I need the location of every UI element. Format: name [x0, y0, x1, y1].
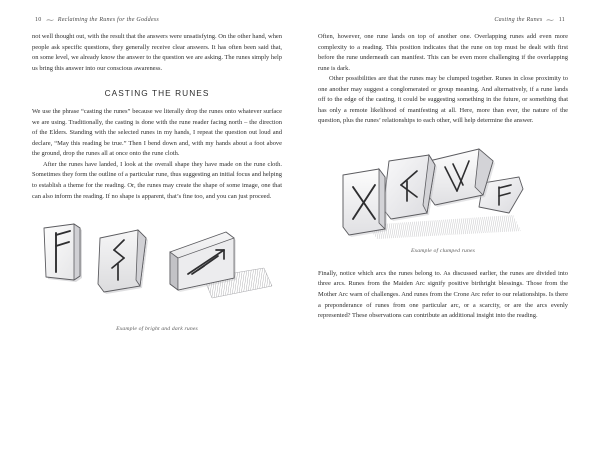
- rune-tile-front-left: [343, 169, 387, 237]
- running-head-right: [318, 14, 568, 26]
- right-column-text-bottom: [318, 269, 568, 322]
- page-right: [300, 0, 600, 450]
- rune-tile-1: [44, 224, 82, 282]
- rune-tile-2: [98, 230, 148, 294]
- figure-clumped-runes: [318, 141, 568, 254]
- rune-tile-middle: [383, 155, 437, 221]
- running-head-left: [32, 14, 282, 26]
- paragraph: Other possibilities are that the runes may be clumped together. Runes in close proximity to one another may suggest a conglomerated or group meaning. And alternatively, if a rune lands off to the edge of the casting, it could be suggesting something in the future, or something that has only a remote likelihood of manifesting at all. Here, more than ever, the nature of the question, plus the runes’ relationships to each other, will help determine the answer.: [318, 75, 568, 125]
- ornament-icon-left: ⁓: [45, 17, 54, 24]
- running-head-title-left: Reclaiming the Runes for the Goddess: [57, 17, 159, 23]
- section-heading-casting-the-runes: CASTING THE RUNES: [104, 88, 210, 99]
- figure-bright-and-dark-runes: [32, 216, 282, 332]
- bright-and-dark-runes-illustration: [32, 216, 282, 321]
- paragraph: not well thought out, with the result that the answers were unsatisfying. On the other hand, when people ask specific questions, they generally receive clear answers. It has often been said that, on some level, we already know the answer to the question we are asking. The runes simply help us bring this answer into our conscious awareness.: [32, 33, 282, 72]
- figure-caption: Example of bright and dark runes: [116, 326, 198, 333]
- running-head-title-right: Casting the Runes: [494, 17, 543, 23]
- clumped-runes-illustration: [323, 141, 563, 243]
- folio-number-right: 11: [558, 17, 565, 23]
- paragraph: Often, however, one rune lands on top of another one. Overlapping runes add even more complexity to a reading. This position indicates that the rune on top must be dealt with first before the rune underneath can manifest. This can be even more challenging if the overlapping rune is dark.: [318, 33, 568, 72]
- right-column-text-top: [318, 32, 568, 127]
- rune-tile-3-dark: [170, 232, 272, 298]
- figure-caption: Example of clumped runes: [410, 247, 476, 254]
- folio-number-left: 10: [35, 17, 42, 23]
- left-column-text: [32, 32, 282, 202]
- paragraph: Finally, notice which arcs the runes belong to. As discussed earlier, the runes are divided into three arcs. Runes from the Maiden Arc signify positive birthright blessings. Those from the Mother Arc warn of challenges. And runes from the Crone Arc refer to our relationships. Is there a preponderance of runes from one particular arc, or a scarcity, or are the arcs evenly represented? These observations can contribute an additional insight into the reading.: [318, 269, 568, 320]
- paragraph: We use the phrase “casting the runes” because we literally drop the runes onto whatever surface we are using. Traditionally, the casting is done with the rune reader facing north – the direction of the Elders. Standing with the selected runes in my hands, I repeat the question out loud and declare, “May this reading be true.” Then I bend down and, with my hands about a foot above the ground, drop the runes all at once onto the rune cloth.: [32, 108, 282, 158]
- paragraph: After the runes have landed, I look at the overall shape they have made on the rune cloth. Sometimes they form the outline of a particular rune, thus suggesting an initial focus and helping to establish a theme for the reading. Or, the runes may create the shape of some image, one that can also inform the reading. If no shape is apparent, that’s fine too, and you can just proceed.: [32, 160, 282, 200]
- ornament-icon-right: ⁓: [546, 17, 555, 24]
